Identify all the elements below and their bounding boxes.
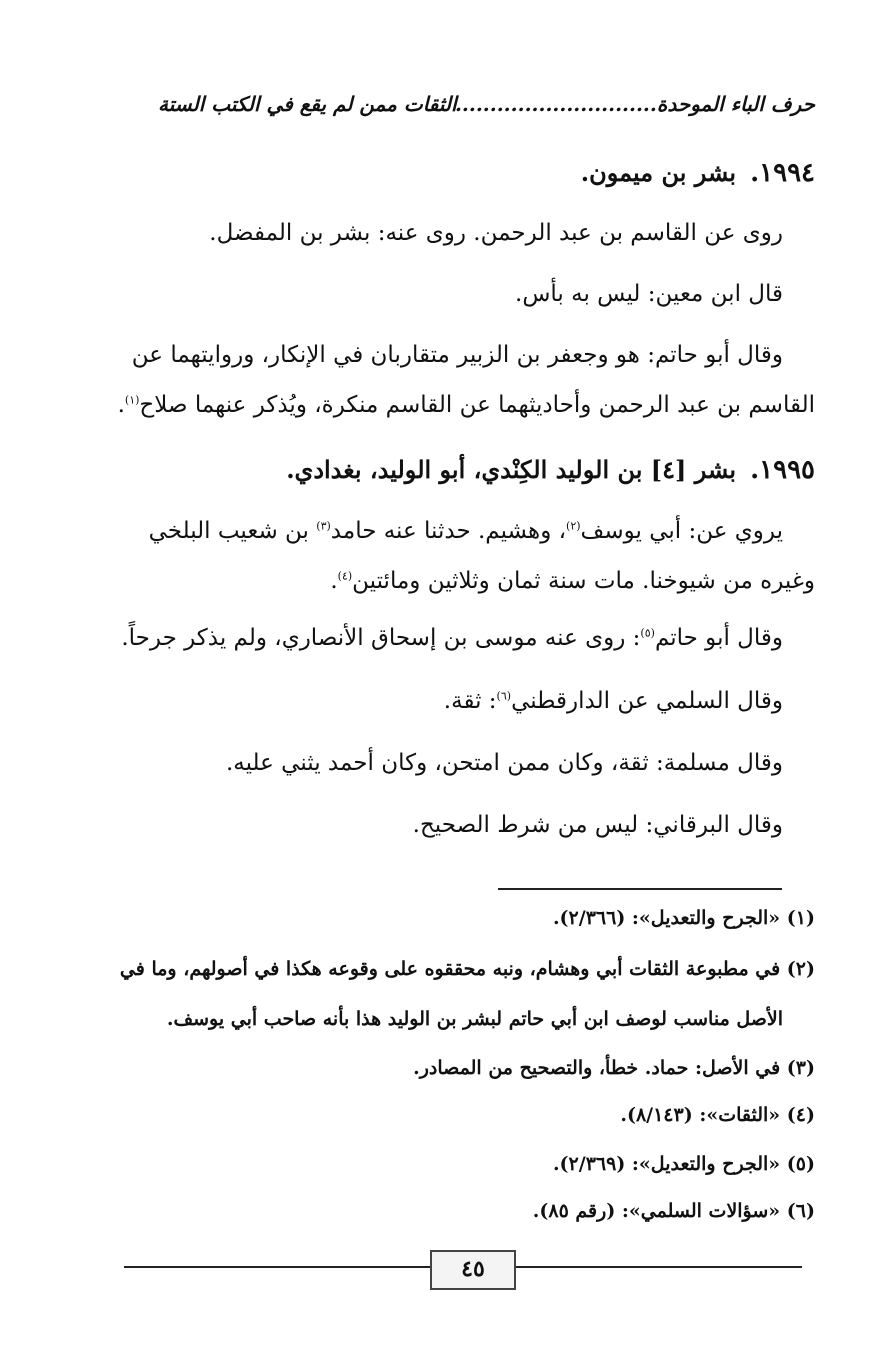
footnote-ref: (٦) — [496, 689, 512, 703]
entry-heading-1995 — [110, 455, 815, 485]
body-line — [110, 688, 783, 714]
bottom-rule-right — [512, 1266, 802, 1268]
entry-number: ١٩٩٤. — [750, 158, 815, 188]
body-line: روى عن القاسم بن عبد الرحمن. روى عنه: بشر بن المفضل. — [209, 220, 783, 246]
footnote-ref: (٤) — [337, 569, 353, 583]
entry-number: ١٩٩٥. — [750, 455, 815, 485]
body-text: وقال السلمي عن الدارقطني — [511, 688, 783, 714]
footnote: (٢) في مطبوعة الثقات أبي وهشام، ونبه محققوه على وقوعه هكذا في أصولهم، وما في — [119, 958, 815, 980]
body-text: : روى عنه موسى بن إسحاق الأنصاري، ولم يذكر جرحاً. — [121, 625, 641, 651]
footnote-ref: (١) — [124, 393, 140, 407]
body-line: وقال البرقاني: ليس من شرط الصحيح. — [412, 812, 783, 838]
footnote-ref: (٥) — [640, 626, 655, 640]
body-line: قال ابن معين: ليس به بأس. — [515, 281, 783, 307]
footnote: الأصل مناسب لوصف ابن أبي حاتم لبشر بن الوليد هذا بأنه صاحب أبي يوسف. — [166, 1008, 783, 1030]
body-line: وقال أبو حاتم: هو وجعفر بن الزبير متقاربان في الإنكار، وروايتهما عن — [131, 342, 783, 368]
body-line — [110, 625, 783, 651]
body-text: يروي عن: أبي يوسف — [580, 518, 783, 544]
header-chapter: حرف الباء الموحدة............................. — [454, 92, 815, 116]
body-text: وغيره من شيوخنا. مات سنة ثمان وثلاثين ومائتين — [352, 568, 815, 594]
footnote: (٣) في الأصل: حماد. خطأ، والتصحيح من المصادر. — [413, 1057, 815, 1079]
footnote: (٤) «الثقات»: (٨/١٤٣). — [620, 1104, 815, 1126]
entry-heading-1994 — [110, 158, 815, 188]
body-text: ، وهشيم. حدثنا عنه حامد — [330, 518, 567, 544]
entry-name: بشر بن ميمون. — [580, 158, 737, 187]
footnote: (٦) «سؤالات السلمي»: (رقم ٨٥). — [532, 1200, 815, 1222]
body-line — [138, 518, 783, 544]
body-line: وغيره من شيوخنا. مات سنة ثمان وثلاثين ومائتين$^{(٤)}$. — [330, 568, 815, 594]
body-line: القاسم بن عبد الرحمن وأحاديثهما عن القاسم منكرة، ويُذكر عنهما صلاح$^{(١)}$. — [117, 392, 815, 418]
running-header — [158, 92, 815, 128]
footnote: (٥) «الجرح والتعديل»: (٢/٣٦٩). — [552, 1153, 815, 1175]
body-text: : ثقة. — [443, 688, 497, 714]
footnote: (١) «الجرح والتعديل»: (٢/٣٦٦). — [552, 907, 815, 929]
body-text: بن شعيب البلخي — [148, 518, 317, 544]
footnote-ref: (٣) — [316, 519, 331, 533]
bottom-rule-left — [124, 1266, 430, 1268]
page-number: ٤٥ — [430, 1250, 516, 1290]
header-book-title: الثقات ممن لم يقع في الكتب الستة — [158, 92, 457, 116]
footnote-ref: (٢) — [566, 519, 581, 533]
footnote-separator — [498, 888, 782, 890]
body-text: وقال أبو حاتم — [654, 625, 783, 651]
body-line: وقال مسلمة: ثقة، وكان ممن امتحن، وكان أحمد يثني عليه. — [225, 750, 783, 776]
body-text: القاسم بن عبد الرحمن وأحاديثهما عن القاسم منكرة، ويُذكر عنهما صلاح — [139, 392, 815, 418]
entry-name: بشر [٤] بن الوليد الكِنْدي، أبو الوليد، بغدادي. — [286, 455, 737, 484]
